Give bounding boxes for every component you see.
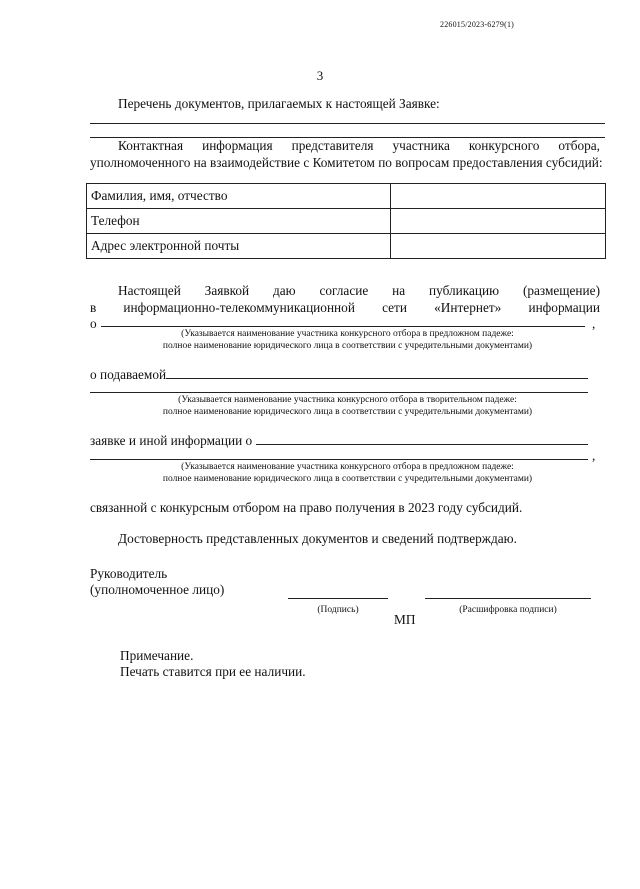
signature-line[interactable] <box>288 598 388 599</box>
word: в <box>90 300 97 315</box>
word: даю <box>273 283 296 298</box>
table-row <box>87 184 606 209</box>
contact-intro-line-2: уполномоченного на взаимодействие с Комитетом по вопросам предоставления субсидий: <box>90 155 603 170</box>
word: (размещение) <box>522 283 600 298</box>
documents-list-heading: Перечень документов, прилагаемых к настоящей Заявке: <box>118 96 440 111</box>
note-title: Примечание. <box>120 648 194 663</box>
participant-name-line-2[interactable] <box>166 378 588 379</box>
participant-name-line-4[interactable] <box>256 444 588 445</box>
caption-line: (Указывается наименование участника конкурсного отбора в предложном падеже: <box>181 329 514 339</box>
document-number: 226015/2023-6279(1) <box>440 20 515 29</box>
caption-prepositional-2 <box>90 461 605 485</box>
contact-email-label: Адрес электронной почты <box>87 234 391 259</box>
word: отбора, <box>558 138 600 153</box>
word: информация <box>202 138 273 153</box>
contact-email-value[interactable] <box>391 234 606 259</box>
consent-line-1 <box>118 283 600 299</box>
word: «Интернет» <box>434 300 502 315</box>
word: согласие <box>319 283 369 298</box>
contact-full-name-label: Фамилия, имя, отчество <box>87 184 391 209</box>
word: представителя <box>291 138 374 153</box>
signer-role-line-1: Руководитель <box>90 566 168 581</box>
contact-intro-line-1 <box>118 138 600 154</box>
caption-line: (Указывается наименование участника конкурсного отбора в предложном падеже: <box>181 462 514 472</box>
contact-table <box>86 183 606 259</box>
word: публикацию <box>428 283 500 298</box>
word: конкурсного <box>468 138 540 153</box>
submitted-prefix: о подаваемой <box>90 367 167 382</box>
caption-prepositional-1 <box>90 328 605 352</box>
signer-role-line-2: (уполномоченное лицо) <box>90 582 225 597</box>
participant-name-line-3[interactable] <box>90 392 588 393</box>
signature-decode-line[interactable] <box>425 598 591 599</box>
consent-comma: , <box>592 316 596 331</box>
contact-phone-value[interactable] <box>391 209 606 234</box>
caption-line: полное наименование юридического лица в соответствии с учредительными документами) <box>162 341 533 351</box>
participant-name-line-1[interactable] <box>101 326 585 327</box>
related-statement: связанной с конкурсным отбором на право получения в 2023 году субсидий. <box>90 500 523 515</box>
contact-full-name-value[interactable] <box>391 184 606 209</box>
signature-caption: (Подпись) <box>317 605 359 615</box>
word: Контактная <box>118 138 184 153</box>
application-prefix: заявке и иной информации о <box>90 433 253 448</box>
table-row <box>87 209 606 234</box>
word: на <box>392 283 406 298</box>
word: участника <box>392 138 450 153</box>
note-text: Печать ставится при ее наличии. <box>120 664 306 679</box>
word: Настоящей <box>118 283 181 298</box>
word: информационно-телекоммуникационной <box>123 300 355 315</box>
caption-line: полное наименование юридического лица в соответствии с учредительными документами) <box>162 407 533 417</box>
word: сети <box>382 300 407 315</box>
consent-o-prefix: о <box>90 316 97 331</box>
participant-name-line-5[interactable] <box>90 459 588 460</box>
caption-instrumental <box>90 394 605 418</box>
word: информации <box>528 300 600 315</box>
page-number: 3 <box>316 68 324 83</box>
caption-line: (Указывается наименование участника конкурсного отбора в творительном падеже: <box>178 395 517 405</box>
consent-comma-2: , <box>592 448 596 463</box>
caption-line: полное наименование юридического лица в соответствии с учредительными документами) <box>162 474 533 484</box>
signature-decode-caption: (Расшифровка подписи) <box>459 605 557 615</box>
consent-line-2 <box>90 300 600 316</box>
reliability-statement: Достоверность представленных документов и сведений подтверждаю. <box>118 531 517 546</box>
table-row <box>87 234 606 259</box>
stamp-placeholder: МП <box>394 612 416 627</box>
word: Заявкой <box>204 283 250 298</box>
documents-list-line-1 <box>90 123 605 124</box>
contact-phone-label: Телефон <box>87 209 391 234</box>
